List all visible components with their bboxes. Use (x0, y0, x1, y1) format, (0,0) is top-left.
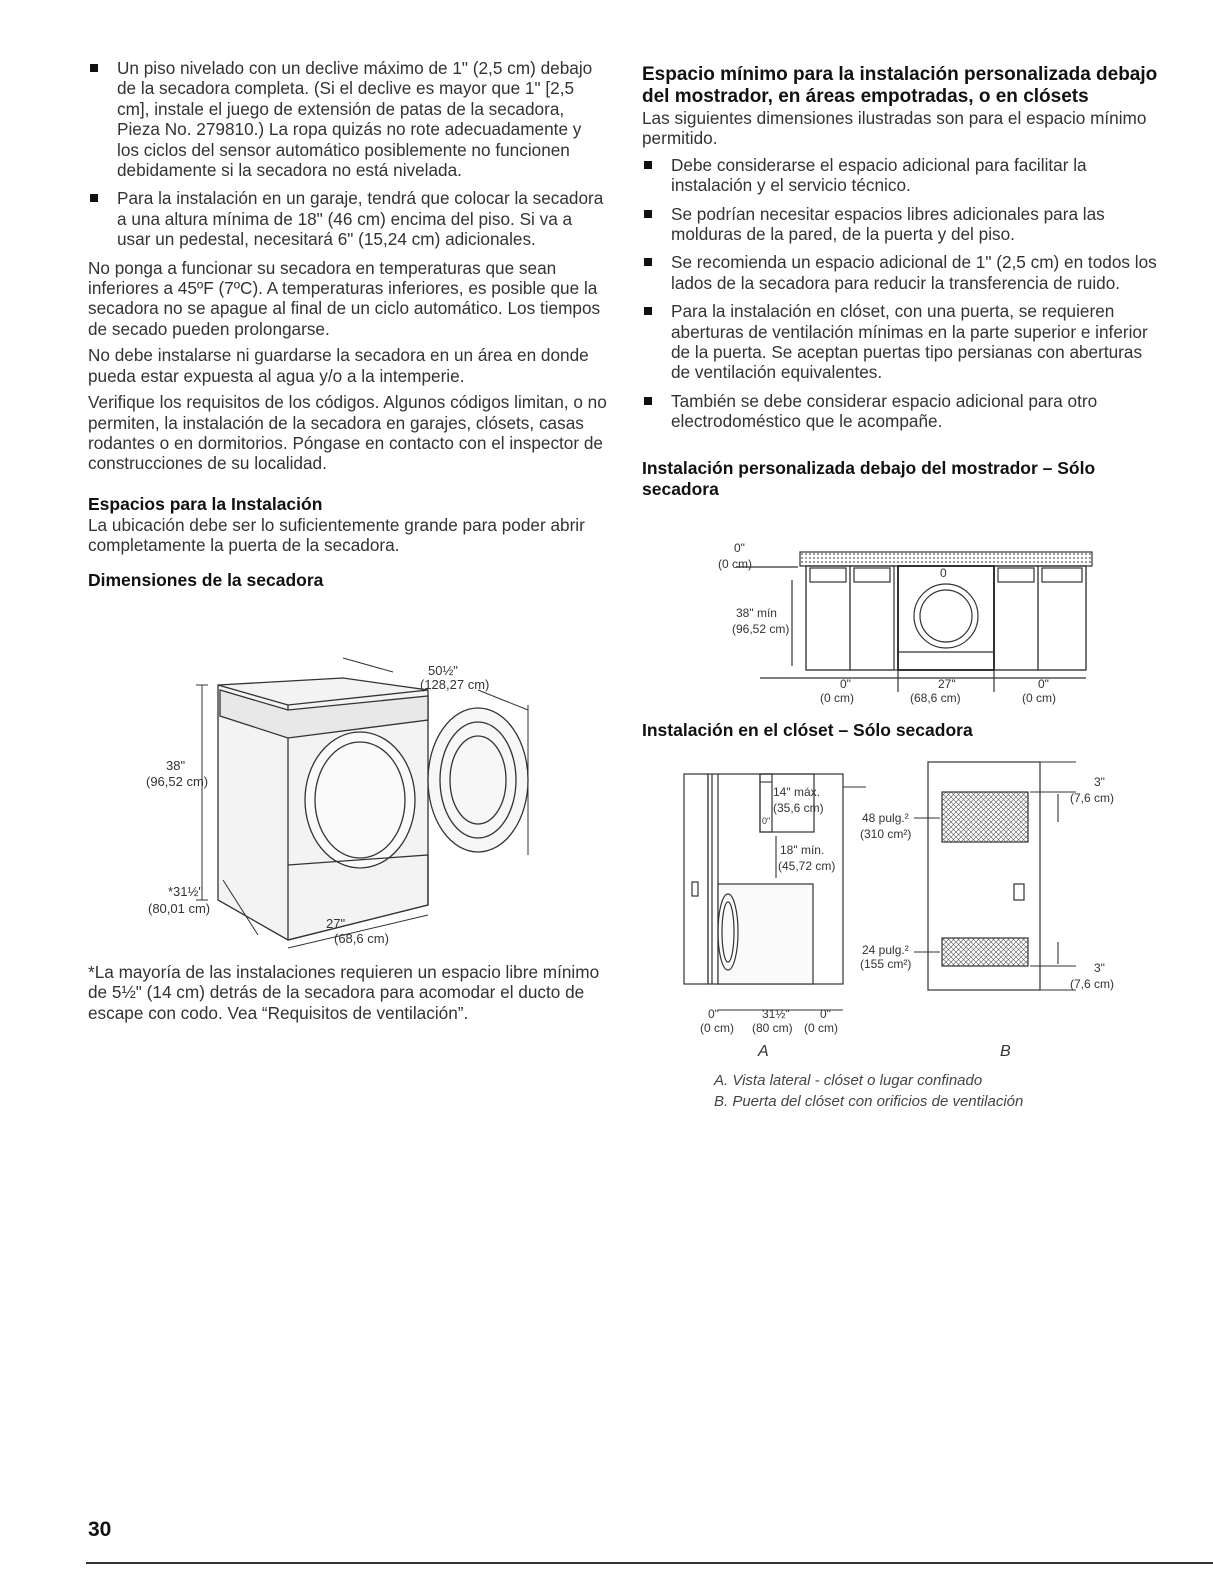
location-paragraph: La ubicación debe ser lo suficientemente grande para poder abrir completamente la puerta de la secadora. (88, 514, 585, 556)
bottom-in-3: 0" (820, 1007, 831, 1021)
height-cm: (96,52 cm) (146, 774, 209, 789)
door-o: 0 (940, 566, 947, 580)
left-column (88, 58, 608, 591)
caption-b: B. Puerta del clóset con orificios de ventilación (714, 1093, 1024, 1110)
right-gap-in: 0" (1038, 677, 1049, 691)
undercounter-illustration (700, 540, 1100, 710)
min-space-list (642, 155, 1162, 432)
bottom-in-1: 0" (708, 1007, 719, 1021)
top-max-in: 14" máx. (773, 785, 820, 799)
bottom-cm-3: (0 cm) (804, 1021, 838, 1035)
undercounter-figure (700, 540, 1100, 710)
vent-bot-cm: (155 cm²) (860, 957, 912, 971)
closet-illustration (676, 752, 1156, 1062)
requirements-list (88, 58, 608, 250)
vent-top-cm: (310 cm²) (860, 827, 912, 841)
right-column (642, 64, 1162, 500)
list-item: Para la instalación en clóset, con una puerta, se requieren aberturas de ventilación mínimas en la parte superior e inferior de la puerta. Se aceptan puertas tipo persianas con aberturas de ventilación equivalentes. (642, 301, 1162, 383)
left-gap-in: 0" (840, 677, 851, 691)
water-paragraph: No debe instalarse ni guardarse la secadora en un área en donde pueda estar expuesta al agua y/o a la intemperie. (88, 345, 589, 386)
closet-figure (676, 752, 1156, 1062)
list-item: Se podrían necesitar espacios libres adicionales para las molduras de la pared, de la puerta y del piso. (642, 204, 1162, 245)
label-b: B (1000, 1043, 1011, 1060)
left-gap-cm: (0 cm) (820, 691, 854, 705)
mid-min-in: 18" mín. (780, 843, 825, 857)
width-in: 27" (938, 677, 956, 691)
list-item: Debe considerarse el espacio adicional para facilitar la instalación y el servicio técnico. (642, 155, 1162, 196)
gap-top-cm: (7,6 cm) (1070, 791, 1115, 805)
bullet-icon (644, 210, 652, 218)
list-item: Un piso nivelado con un declive máximo de 1" (2,5 cm) debajo de la secadora completa. (Si el declive es mayor que 1" [2,5 cm], instale el juego de extensión de patas de la secadora, Pieza No. 279810.) La ropa quizás no rote adecuadamente y los ciclos del sensor automático posiblemente no funcionen debidamente si la secadora no está nivelada. (88, 58, 608, 180)
bullet-icon (644, 161, 652, 169)
gap-bot-in: 3" (1094, 961, 1105, 975)
min-space-heading: Espacio mínimo para la instalación personalizada debajo del mostrador, en áreas empotradas, o en clósets (642, 64, 1158, 107)
open-depth-in: 50½" (428, 663, 458, 678)
dryer-dimensions-figure (138, 650, 558, 955)
page-number: 30 (88, 1518, 112, 1541)
min-height-in: 38" mín (736, 606, 777, 620)
bottom-cm-1: (0 cm) (700, 1021, 734, 1035)
min-space-paragraph: Las siguientes dimensiones ilustradas son para el espacio mínimo permitido. (642, 108, 1147, 149)
list-item: También se debe considerar espacio adicional para otro electrodoméstico que le acompañe. (642, 391, 1162, 432)
top-max-cm: (35,6 cm) (773, 801, 824, 815)
width-cm: (68,6 cm) (334, 931, 389, 946)
top-gap-cm: (0 cm) (718, 557, 752, 571)
vent-top-in: 48 pulg.² (862, 811, 909, 825)
small-zero: 0" (762, 816, 771, 826)
bullet-icon (644, 258, 652, 266)
bottom-in-2: 31½" (762, 1007, 790, 1021)
gap-bot-cm: (7,6 cm) (1070, 977, 1115, 991)
bottom-cm-2: (80 cm) (752, 1021, 793, 1035)
list-item: Para la instalación en un garaje, tendrá que colocar la secadora a una altura mínima de 18" (46 cm) encima del piso. Si va a usar un pedestal, necesitará 6" (15,24 cm) adicionales. (88, 188, 608, 249)
depth-in: *31½" (168, 884, 203, 899)
closet-heading: Instalación en el clóset – Sólo secadora (642, 720, 973, 740)
spaces-heading: Espacios para la Instalación (88, 493, 323, 514)
closet-captions (714, 1070, 1023, 1112)
open-depth-cm: (128,27 cm) (420, 677, 490, 692)
min-height-cm: (96,52 cm) (732, 622, 790, 636)
width-cm: (68,6 cm) (910, 691, 961, 705)
footer-rule (86, 1562, 1213, 1564)
label-a: A (758, 1043, 769, 1060)
bullet-icon (90, 64, 98, 72)
gap-top-in: 3" (1094, 775, 1105, 789)
vent-bot-in: 24 pulg.² (862, 943, 909, 957)
codes-paragraph: Verifique los requisitos de los códigos. Algunos códigos limitan, o no permiten, la instalación de la secadora en garajes, clósets, casas rodantes o en dormitorios. Póngase en contacto con el inspector de construcciones de su localidad. (88, 392, 607, 474)
height-in: 38" (166, 758, 186, 773)
caption-a: A. Vista lateral - clóset o lugar confinado (714, 1072, 983, 1089)
dryer-illustration (138, 650, 558, 955)
footnote: *La mayoría de las instalaciones requieren un espacio libre mínimo de 5½" (14 cm) detrás de la secadora para acomodar el ducto de escape con codo. Vea “Requisitos de ventilación”. (88, 962, 600, 1023)
depth-cm: (80,01 cm) (148, 901, 211, 916)
right-gap-cm: (0 cm) (1022, 691, 1056, 705)
undercounter-heading: Instalación personalizada debajo del mostrador – Sólo secadora (642, 457, 1096, 499)
mid-min-cm: (45,72 cm) (778, 859, 836, 873)
bullet-icon (644, 397, 652, 405)
bullet-icon (644, 307, 652, 315)
bullet-icon (90, 194, 98, 202)
temperature-paragraph: No ponga a funcionar su secadora en temperaturas que sean inferiores a 45ºF (7ºC). A temperaturas inferiores, es posible que la secadora no se apague al final de un ciclo automático. Los tiempos de secado pueden prolongarse. (88, 257, 601, 339)
list-item: Se recomienda un espacio adicional de 1" (2,5 cm) en todos los lados de la secadora para reducir la transferencia de ruido. (642, 252, 1162, 293)
dimensions-heading: Dimensiones de la secadora (88, 569, 324, 590)
top-gap-in: 0" (734, 541, 745, 555)
width-in: 27" (326, 916, 346, 931)
